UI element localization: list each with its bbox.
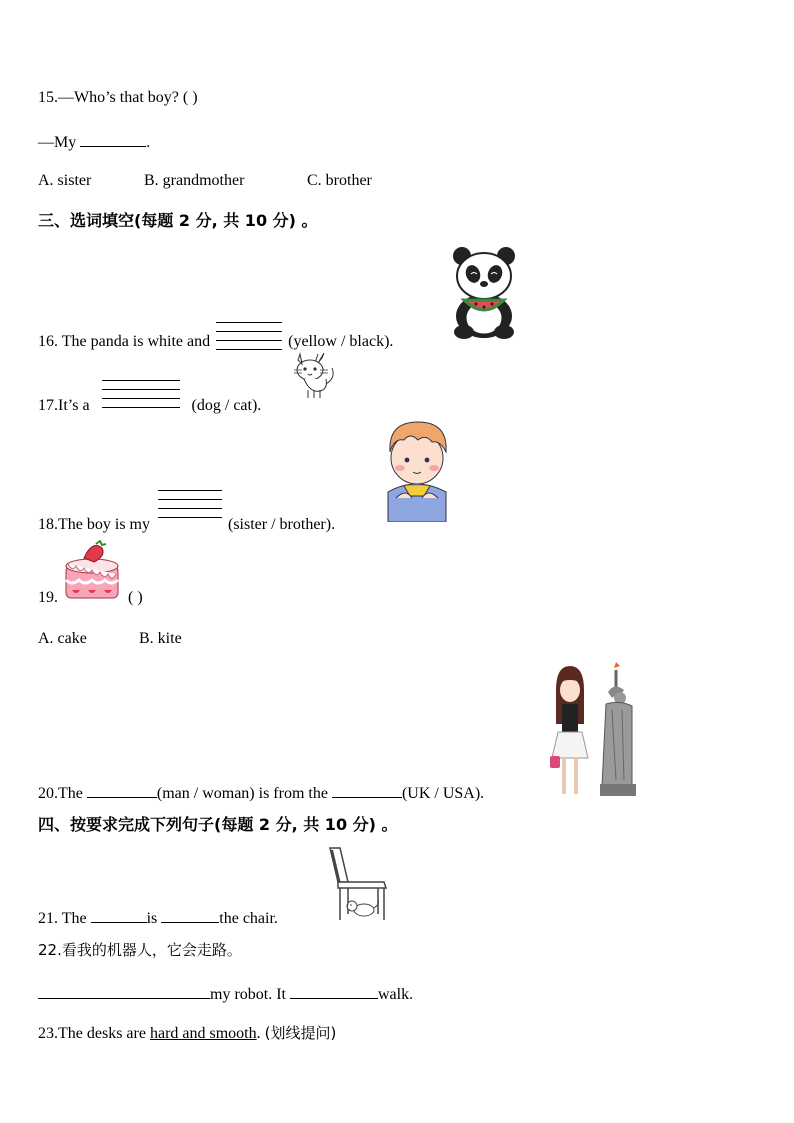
- q19-option-b[interactable]: B. kite: [139, 630, 182, 647]
- q23-note: (划线提问): [264, 1024, 337, 1042]
- q20-blank-1[interactable]: [87, 781, 157, 798]
- cat-icon: [292, 350, 340, 400]
- q18-prefix: 18.The boy is my: [38, 516, 150, 533]
- dog-under-chair-icon: [326, 846, 390, 922]
- q15-option-b[interactable]: B. grandmother: [144, 172, 245, 189]
- q23-part1: 23.The desks are: [38, 1025, 150, 1042]
- q22-blank-1[interactable]: [38, 982, 210, 999]
- q17-line: [38, 386, 261, 416]
- section-3-title: 三、选词填空(每题 2 分, 共 10 分) 。: [38, 211, 318, 230]
- section-4-title: 四、按要求完成下列句子(每题 2 分, 共 10 分) 。: [38, 815, 398, 834]
- q21-blank-1[interactable]: [91, 906, 147, 923]
- q15-blank[interactable]: [80, 130, 146, 147]
- q22-blank-2[interactable]: [290, 982, 378, 999]
- q22-part1: my robot. It: [210, 986, 290, 1003]
- q23-line: [38, 1023, 336, 1044]
- q21-part1: 21. The: [38, 910, 91, 927]
- q19-number: 19.: [38, 589, 58, 606]
- q16-line: [38, 322, 393, 352]
- q15-question: 15.—Who’s that boy? ( ): [38, 89, 198, 106]
- q23-underlined: hard and smooth: [149, 1025, 257, 1042]
- q22-prompt: 22.看我的机器人，它会走路。: [38, 941, 242, 959]
- q20-part2: (man / woman) is from the: [156, 785, 332, 802]
- q20-blank-2[interactable]: [332, 781, 402, 798]
- woman-and-statue-of-liberty-icon: [548, 660, 642, 800]
- q20-part1: 20.The: [38, 785, 87, 802]
- q15-options: [38, 171, 372, 191]
- q15-option-c[interactable]: C. brother: [307, 172, 372, 189]
- q22-part2: walk.: [378, 986, 414, 1003]
- q20-line: [38, 781, 484, 804]
- q19-options: [38, 629, 182, 649]
- q16-prefix: 16. The panda is white and: [38, 333, 211, 350]
- q17-prefix: 17.It’s a: [38, 397, 90, 414]
- q17-blank[interactable]: [102, 386, 180, 416]
- q21-part2: is: [146, 910, 162, 927]
- q18-line: [38, 505, 335, 535]
- q21-line: [38, 906, 278, 929]
- q19-option-a[interactable]: A. cake: [38, 630, 87, 647]
- q17-suffix: (dog / cat).: [191, 397, 262, 414]
- boy-icon: [382, 418, 452, 522]
- q15-option-a[interactable]: A. sister: [38, 172, 92, 189]
- q15-answer-suffix: .: [146, 134, 151, 151]
- q19-line: [38, 588, 143, 608]
- q15-answer-prefix: —My: [38, 134, 81, 151]
- q22-line: [38, 982, 413, 1005]
- q18-suffix: (sister / brother).: [228, 516, 336, 533]
- q23-part2: .: [256, 1025, 265, 1042]
- q16-suffix: (yellow / black).: [288, 333, 394, 350]
- q21-blank-2[interactable]: [161, 906, 219, 923]
- q20-part3: (UK / USA).: [401, 785, 485, 802]
- q18-blank[interactable]: [158, 505, 222, 535]
- q19-paren[interactable]: ( ): [128, 589, 143, 606]
- q15-answer: [38, 130, 150, 153]
- q16-blank[interactable]: [216, 322, 282, 352]
- q21-part3: the chair.: [219, 910, 278, 927]
- panda-eating-watermelon-icon: [446, 244, 522, 340]
